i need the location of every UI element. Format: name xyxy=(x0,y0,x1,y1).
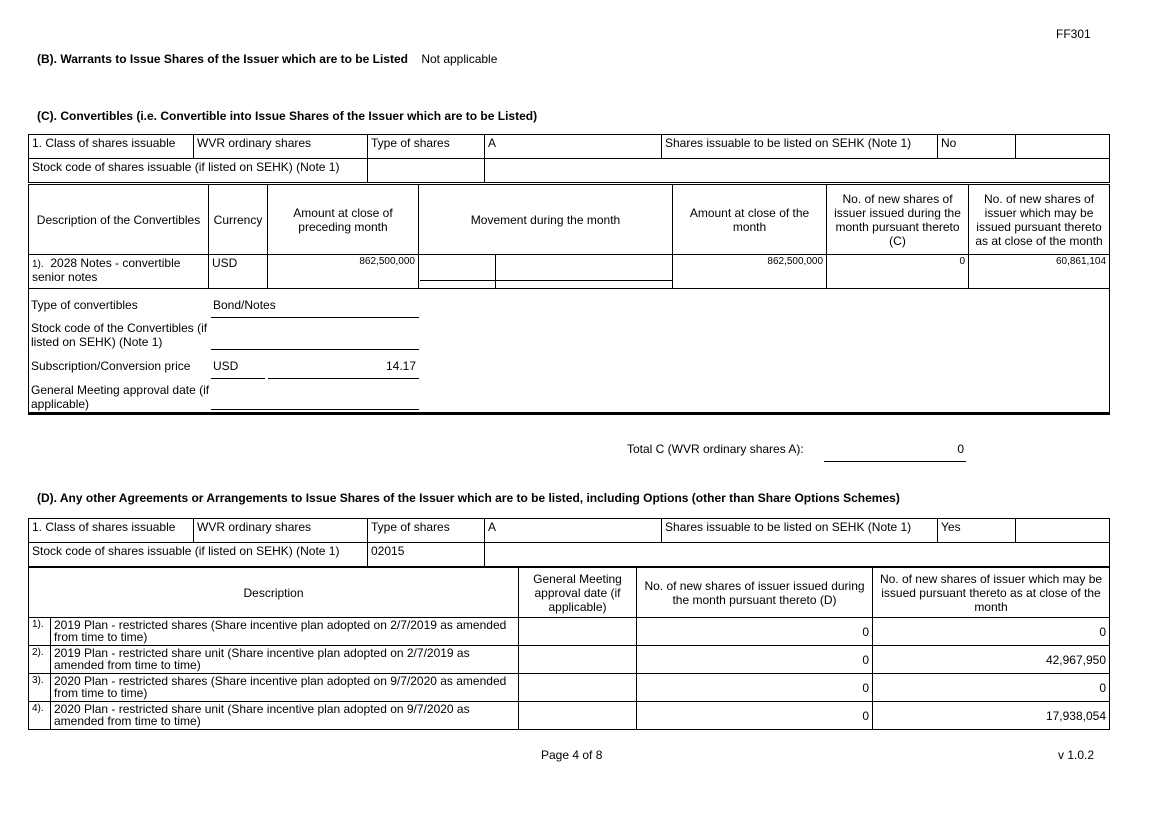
section-c-convertibles-table xyxy=(28,184,1110,289)
section-c-title: (C). Convertibles (i.e. Convertible into Issue Shares of the Issuer which are to be Listed) xyxy=(37,109,538,123)
price-currency-underline xyxy=(211,378,265,379)
stock-code-underline xyxy=(211,349,419,350)
d-header-issuable: No. of new shares of issuer which may be issued pursuant thereto as at close of the month xyxy=(873,568,1110,618)
section-d-title: (D). Any other Agreements or Arrangements to Issue Shares of the Issuer which are to be listed, including Options (other than Share Options Schemes) xyxy=(37,491,900,505)
price-currency: USD xyxy=(213,359,239,373)
d-class-label: 1. Class of shares issuable xyxy=(29,519,194,543)
section-d-class-table xyxy=(28,518,1110,567)
d-row-issuable: 0 xyxy=(873,674,1110,702)
header-amount-close: Amount at close of the month xyxy=(673,185,827,255)
table-row xyxy=(29,674,1110,702)
row-movement-b xyxy=(496,255,673,289)
row-description-text: 2028 Notes - convertible senior notes xyxy=(32,256,181,284)
header-new-shares-issued: No. of new shares of issuer issued during the month pursuant thereto (C) xyxy=(827,185,969,255)
d-sehk-label: Shares issuable to be listed on SEHK (Note 1) xyxy=(662,519,938,543)
total-c-underline xyxy=(824,461,966,462)
d-row-issued: 0 xyxy=(637,646,873,674)
table-row xyxy=(29,702,1110,730)
row-new-shares-issuable: 60,861,104 xyxy=(969,255,1110,289)
d-row-index: 3). xyxy=(29,674,51,702)
blank-cell xyxy=(1016,135,1110,159)
price-label: Subscription/Conversion price xyxy=(31,359,191,373)
d-row-index: 4). xyxy=(29,702,51,730)
gm-label: General Meeting approval date (if applicable) xyxy=(31,383,210,411)
row-amount-preceding: 862,500,000 xyxy=(268,255,419,289)
table-row xyxy=(29,646,1110,674)
page-number: Page 4 of 8 xyxy=(541,748,603,762)
class-label: 1. Class of shares issuable xyxy=(29,135,194,159)
row-currency: USD xyxy=(209,255,268,289)
table-row xyxy=(29,618,1110,646)
gm-underline xyxy=(211,409,419,410)
row-description xyxy=(29,255,209,289)
convertible-type-value: Bond/Notes xyxy=(213,298,276,312)
d-row-issuable: 0 xyxy=(873,618,1110,646)
total-c-label: Total C (WVR ordinary shares A): xyxy=(627,442,804,456)
header-movement: Movement during the month xyxy=(419,185,673,255)
version: v 1.0.2 xyxy=(1058,748,1095,762)
header-amount-preceding: Amount at close of preceding month xyxy=(268,185,419,255)
d-type-value: A xyxy=(485,519,662,543)
blank-cell xyxy=(1016,519,1110,543)
stock-code-value xyxy=(368,159,485,183)
section-d-arrangements-table xyxy=(28,567,1110,730)
table-row xyxy=(29,255,1110,289)
row-index: 1). xyxy=(32,259,44,270)
movement-underline xyxy=(420,280,672,281)
d-row-issuable: 17,938,054 xyxy=(873,702,1110,730)
d-row-gm-date xyxy=(519,618,637,646)
price-value-underline xyxy=(268,378,419,379)
type-underline xyxy=(211,317,419,318)
class-value: WVR ordinary shares xyxy=(194,135,368,159)
section-b-status: Not applicable xyxy=(421,52,498,66)
type-value: A xyxy=(485,135,662,159)
d-stock-code-label: Stock code of shares issuable (if listed on SEHK) (Note 1) xyxy=(29,543,368,567)
section-b-title: (B). Warrants to Issue Shares of the Issuer which are to be Listed xyxy=(37,52,408,66)
price-value: 14.17 xyxy=(385,359,416,373)
d-header-gm-date: General Meeting approval date (if applicable) xyxy=(519,568,637,618)
convertible-stock-code-label: Stock code of the Convertibles (if listed on SEHK) (Note 1) xyxy=(31,321,208,349)
total-c-value: 0 xyxy=(957,442,964,456)
blank-cell xyxy=(485,159,1110,183)
d-row-issued: 0 xyxy=(637,618,873,646)
d-row-description: 2019 Plan - restricted shares (Share incentive plan adopted on 2/7/2019 as amended from time to time) xyxy=(51,618,519,646)
row-new-shares-issued: 0 xyxy=(827,255,969,289)
d-row-issuable: 42,967,950 xyxy=(873,646,1110,674)
d-stock-code-value: 02015 xyxy=(368,543,485,567)
d-header-description: Description xyxy=(29,568,519,618)
form-code: FF301 xyxy=(1056,27,1091,41)
d-row-gm-date xyxy=(519,702,637,730)
stock-code-label: Stock code of shares issuable (if listed on SEHK) (Note 1) xyxy=(29,159,368,183)
sehk-label: Shares issuable to be listed on SEHK (Note 1) xyxy=(662,135,938,159)
header-new-shares-issuable: No. of new shares of issuer which may be issued pursuant thereto as at close of the month xyxy=(969,185,1110,255)
d-sehk-value: Yes xyxy=(938,519,1016,543)
d-row-issued: 0 xyxy=(637,674,873,702)
d-header-issued: No. of new shares of issuer issued during the month pursuant thereto (D) xyxy=(637,568,873,618)
d-class-value: WVR ordinary shares xyxy=(194,519,368,543)
convertible-type-label: Type of convertibles xyxy=(31,298,138,312)
d-row-issued: 0 xyxy=(637,702,873,730)
d-row-gm-date xyxy=(519,674,637,702)
type-label: Type of shares xyxy=(368,135,485,159)
d-row-gm-date xyxy=(519,646,637,674)
header-description: Description of the Convertibles xyxy=(29,185,209,255)
section-c-class-table xyxy=(28,134,1110,183)
d-type-label: Type of shares xyxy=(368,519,485,543)
row-amount-close: 862,500,000 xyxy=(673,255,827,289)
d-row-description: 2020 Plan - restricted shares (Share incentive plan adopted on 9/7/2020 as amended from time to time) xyxy=(51,674,519,702)
d-row-description: 2019 Plan - restricted share unit (Share incentive plan adopted on 2/7/2019 as amended from time to time) xyxy=(51,646,519,674)
d-row-index: 1). xyxy=(29,618,51,646)
sehk-value: No xyxy=(938,135,1016,159)
section-b xyxy=(37,52,497,66)
row-movement-a xyxy=(419,255,496,289)
header-currency: Currency xyxy=(209,185,268,255)
double-rule xyxy=(28,412,1110,415)
d-row-description: 2020 Plan - restricted share unit (Share incentive plan adopted on 9/7/2020 as amended from time to time) xyxy=(51,702,519,730)
blank-cell xyxy=(485,543,1110,567)
d-row-index: 2). xyxy=(29,646,51,674)
